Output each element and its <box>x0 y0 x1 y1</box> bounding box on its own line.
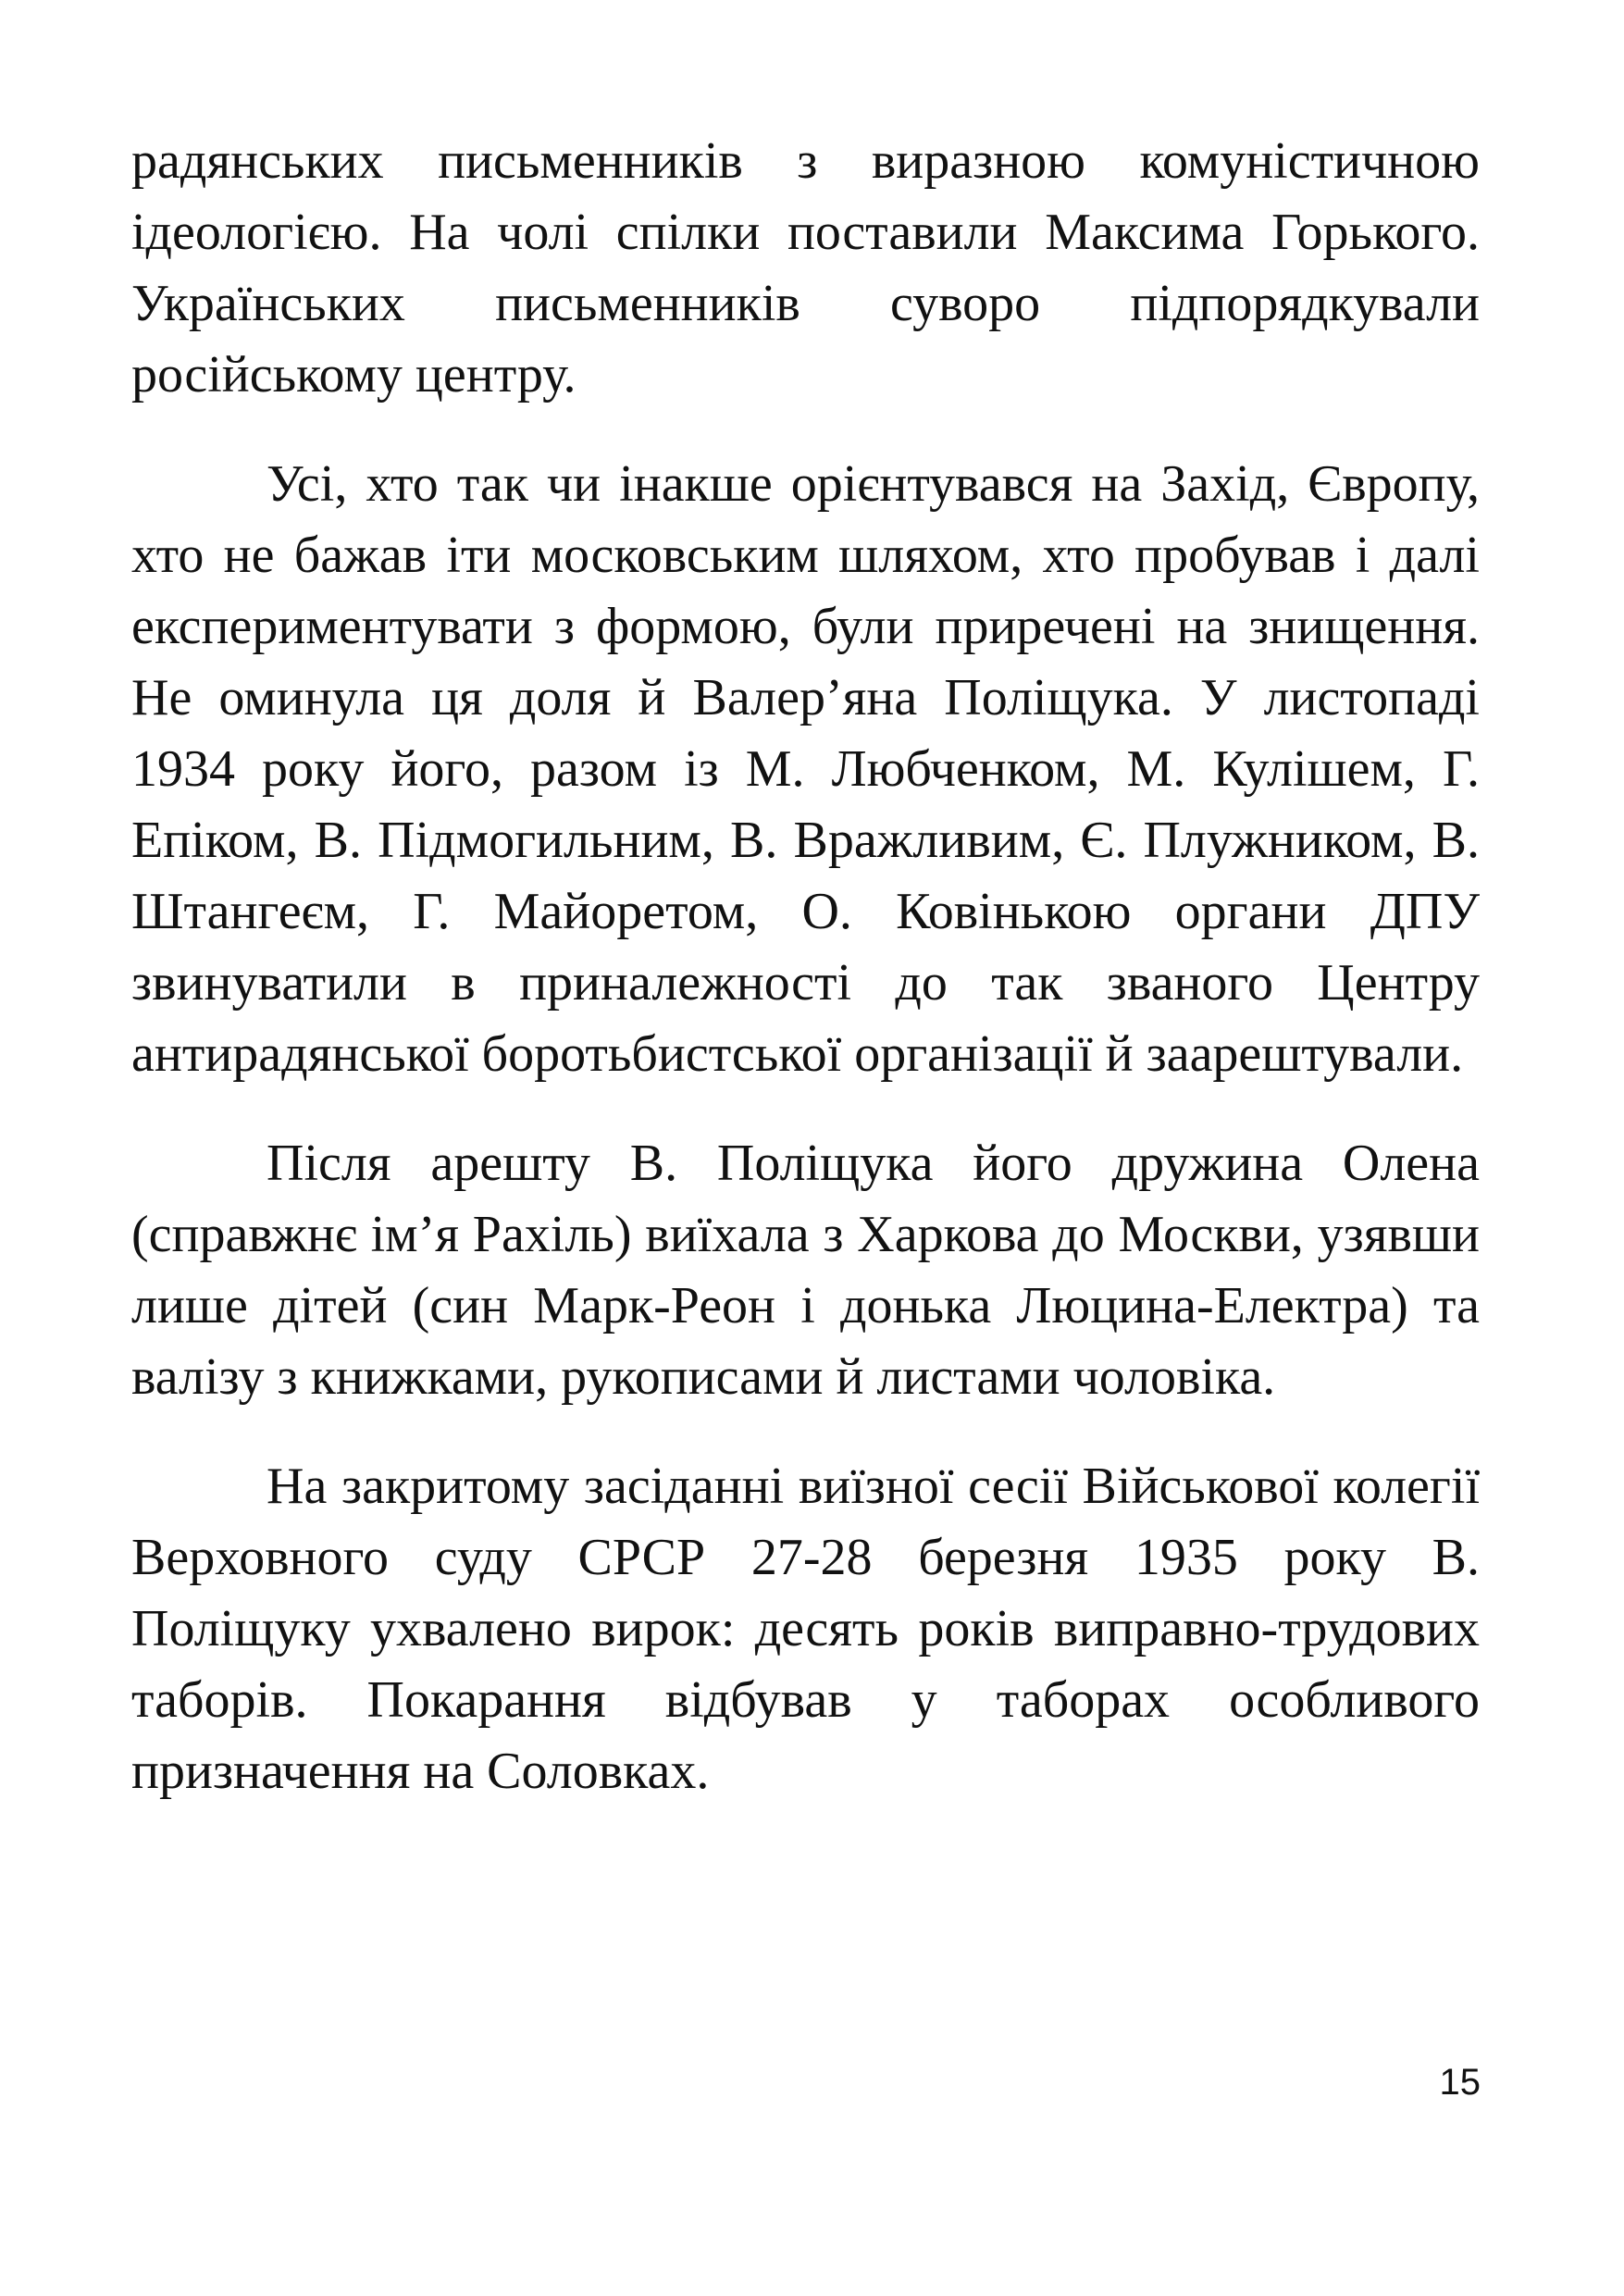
page-number: 15 <box>1439 2062 1481 2103</box>
paragraph: Усі, хто так чи інакше орієнтувався на Захід, Європу, хто не бажав іти московським шляхом, хто пробував і далі експериментувати з формою, були приречені на знищення. Не оминула ця доля й Валер’яна Поліщука. У листопаді 1934 року його, разом із М. Любченком, М. Кулішем, Г. Епіком, В. Підмогильним, В. Вражливим, Є. Плужником, В. Штангеєм, Г. Майоретом, О. Ковінькою органи ДПУ звинуватили в приналежності до так званого Центру антирадянської боротьбистської організації й заарештували. <box>131 455 1480 1083</box>
paragraph: Після арешту В. Поліщука його дружина Олена (справжнє ім’я Рахіль) виїхала з Харкова до Москви, узявши лише дітей (син Марк-Реон і донька Люцина-Електра) та валізу з книжками, рукописами й листами чоловіка. <box>131 1135 1480 1406</box>
paragraph: На закритому засіданні виїзної сесії Військової колегії Верховного суду СРСР 27-28 березня 1935 року В. Поліщуку ухвалено вирок: десять років виправно-трудових таборів. Покарання відбував у таборах особливого призначення на Соловках. <box>131 1458 1480 1800</box>
paragraph-continuation: радянських письменників з виразною комуністичною ідеологією. На чолі спілки поставили Максима Горького. Українських письменників суворо підпорядкували російському центру. <box>131 132 1480 403</box>
body-text <box>131 126 1480 1807</box>
